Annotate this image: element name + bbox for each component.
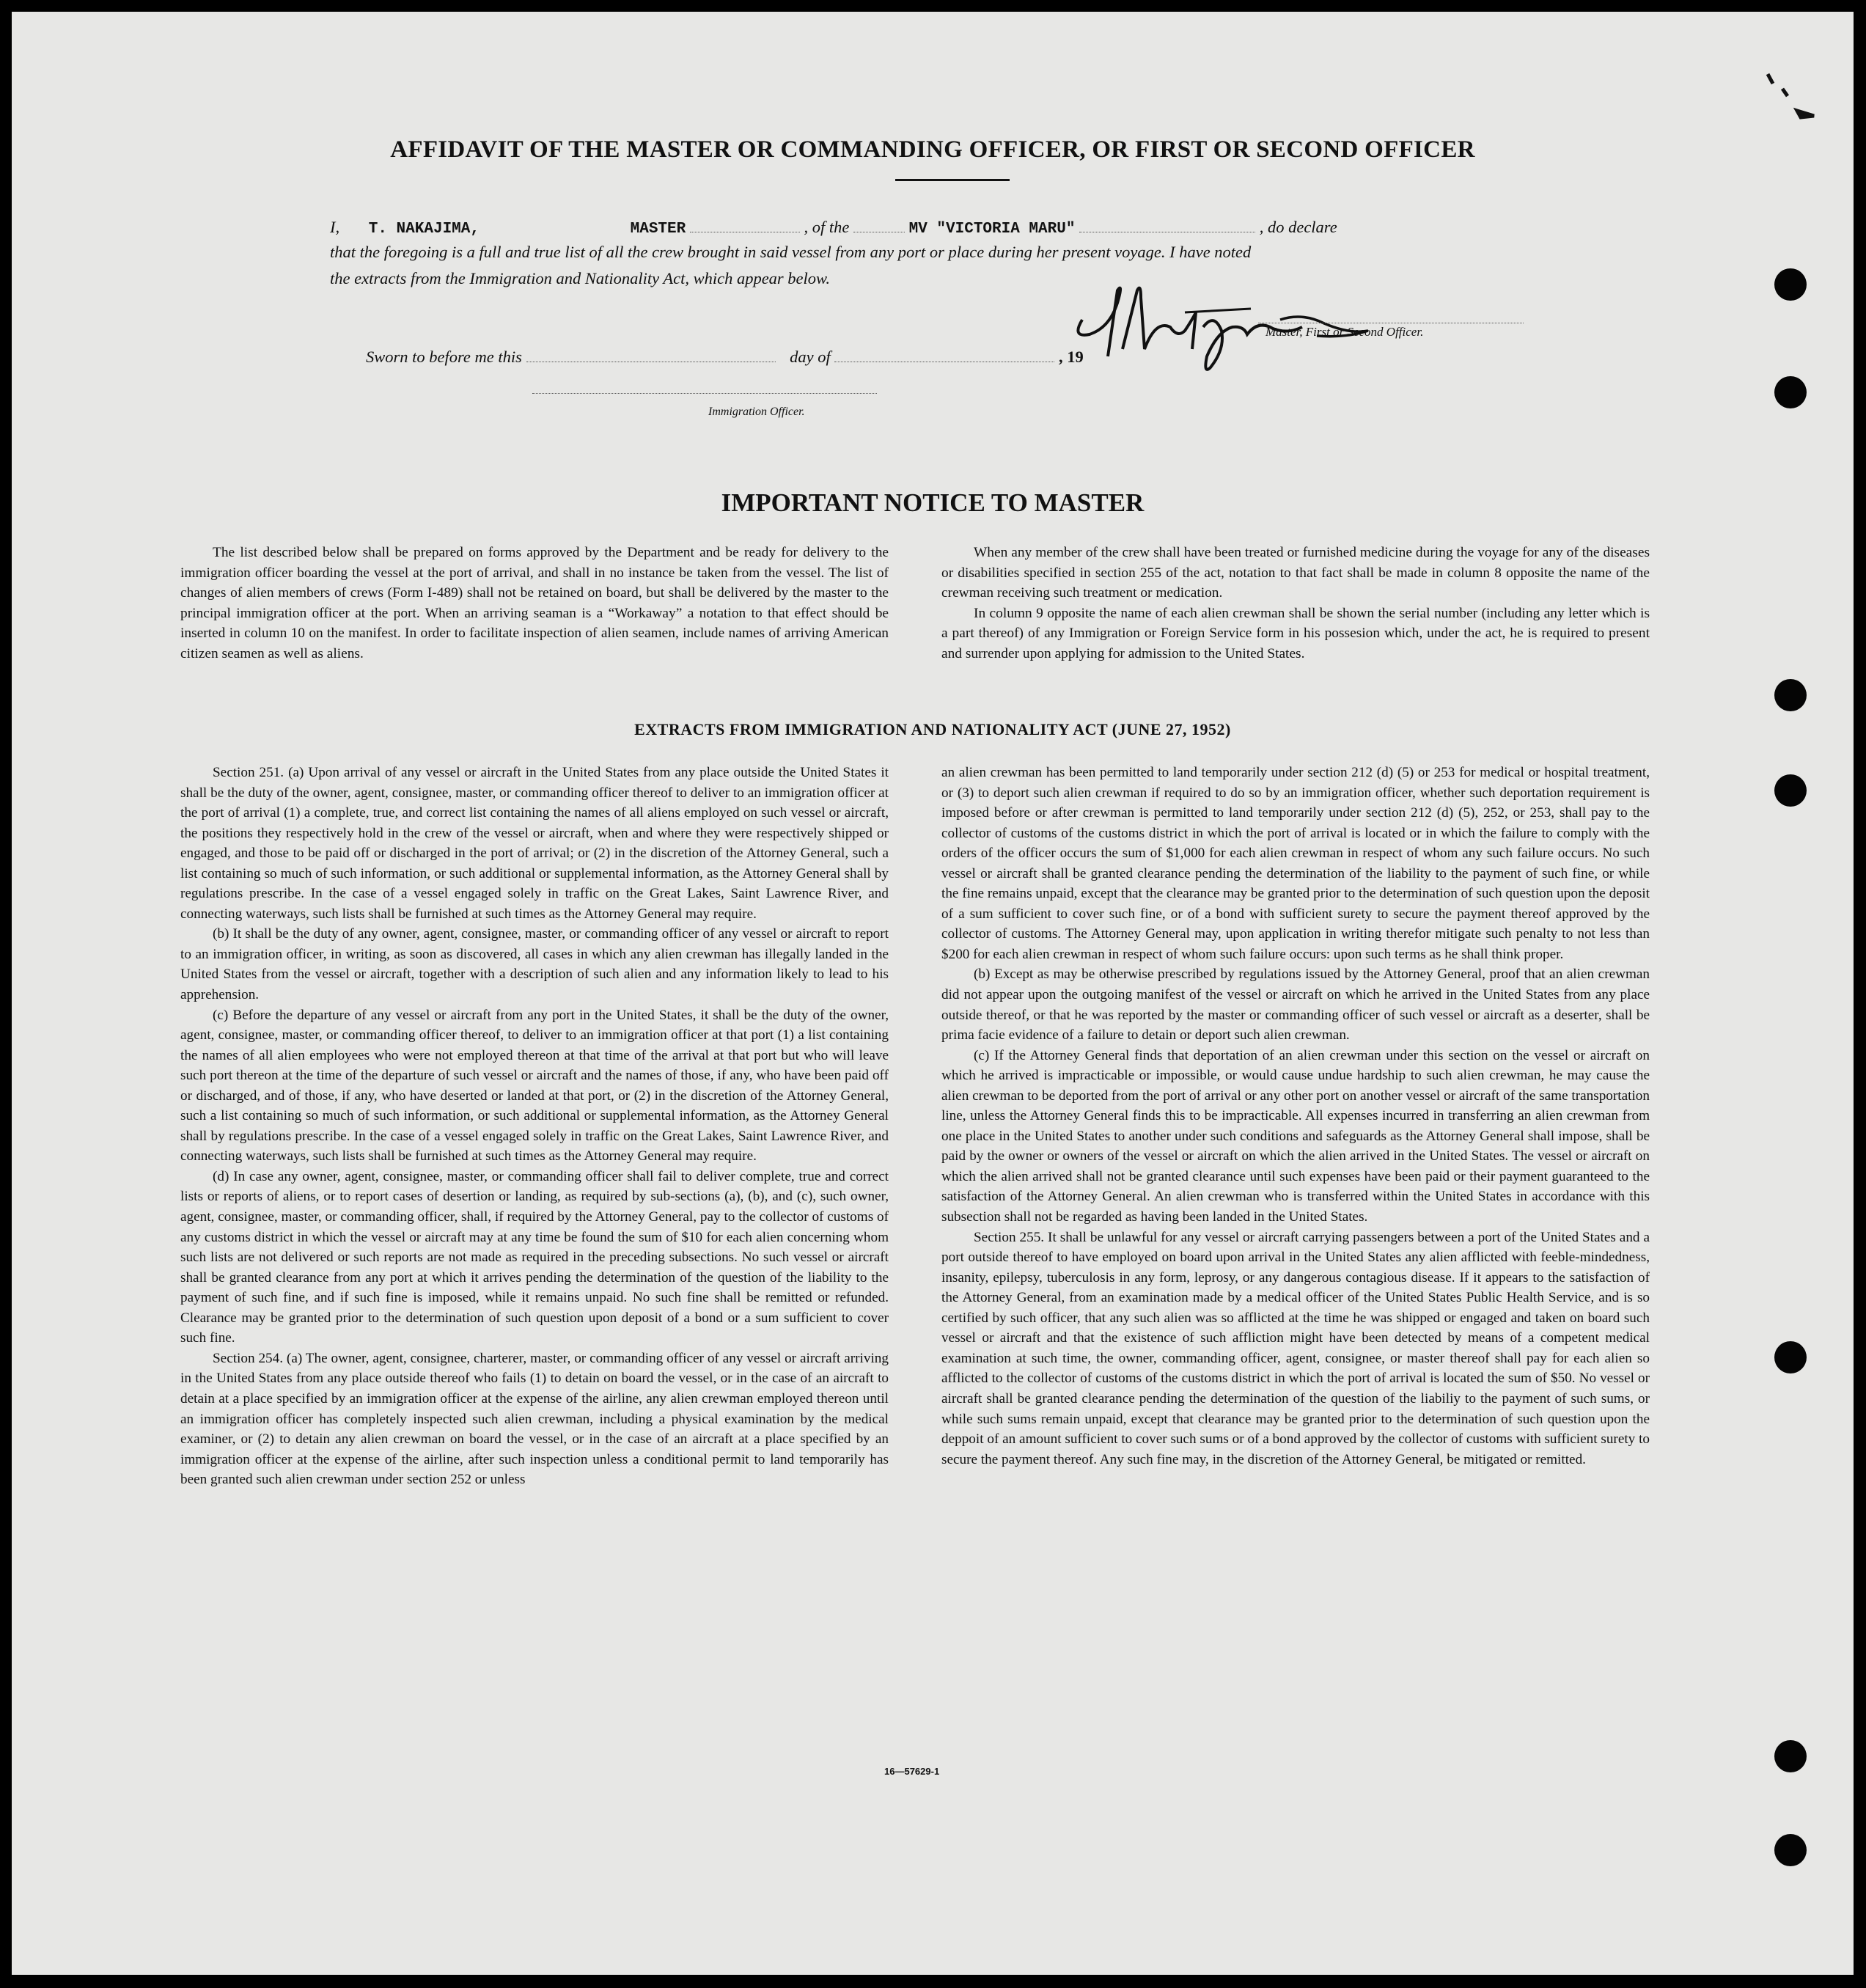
sworn-line <box>366 348 1084 367</box>
vessel-fill-line-start <box>853 219 905 232</box>
document-page <box>12 12 1854 1975</box>
rank-fill-line <box>690 219 800 232</box>
punch-hole-icon <box>1774 1341 1807 1373</box>
punch-hole-icon <box>1774 268 1807 301</box>
margin-mark-icon <box>1757 63 1823 129</box>
punch-hole-icon <box>1774 1834 1807 1866</box>
act-paragraph: (b) Except as may be otherwise prescribed by regulations issued by the Attorney General, proof that an alien crewman did not appear upon the outgoing manifest of the vessel or aircraft on which he arrived in the United States from any place outside thereof, or that he was reported by the master or commanding officer of such vessel or aircraft as a deserter, shall be prima facie evidence of a failure to detain or deport such alien crewman. <box>941 967 1650 1043</box>
master-name: T. NAKAJIMA, <box>368 221 480 238</box>
vessel-name: MV "VICTORIA MARU" <box>908 221 1076 238</box>
punch-hole-icon <box>1774 774 1807 807</box>
act-paragraph: Section 254. (a) The owner, agent, consignee, charterer, master, or commanding officer of any vessel or aircraft arriving in the United States from any place outside thereof who fails (1) to detain on board the vessel, or in the case of an aircraft to detain at a place specified by an immigration officer at the expense of the airline, any alien crewman employed thereon until an immigration officer has completely inspected such alien crewman, including a physical examination by the medical examiner, or (2) to detain any alien crewman on board the vessel, or in the case of an aircraft at a place specified by an immigration officer at the expense of the airline, after such inspection unless a conditional permit to land temporarily has been granted such alien crewman under section 252 or unless <box>180 1350 889 1488</box>
act-paragraph: an alien crewman has been permitted to land temporarily under section 212 (d) (5) or 253 for medical or hospital treatment, or (3) to deport such alien crewman if required to do so by an immigration officer, whether such deportation requirement is imposed before or after crewman is permitted to land temporarily under section 212 (d) (5), 252, or 253, shall pay to the collector of customs of the customs district in which the port of arrival is located or in which the failure to comply with the orders of the officer occurs the sum of $1,000 for each alien crewman in respect of whom any such failure occurs. No such vessel or aircraft shall be granted clearance pending the determination of the liability to the payment of such fine, or while the fine remains unpaid, except that the clearance may be granted prior to the determination of such question upon the deposit of a sum sufficient to cover such fine, or of a bond with sufficient surety to secure the payment thereof approved by the collector of customs. The Attorney General may, upon application in writing therefor mitigate such penalty to not less than $200 for each alien crewman in respect of whom such failure occurs: upon such terms as he shall think proper. <box>941 765 1650 962</box>
declaration-line-2: that the foregoing is a full and true list of all the crew brought in said vessel from any port or place during her present voyage. I have noted <box>330 243 1252 261</box>
master-rank: MASTER <box>630 221 686 238</box>
act-paragraph: (b) It shall be the duty of any owner, agent, consignee, master, or commanding officer of any vessel or aircraft to report to an immigration officer, in writing, as soon as discovered, all cases in which any alien crewman has illegally landed in the United States from the vessel or aircraft, together with a description of such alien and any information likely to lead to his apprehension. <box>180 926 889 1003</box>
notice-right-column <box>941 543 1650 664</box>
act-paragraph: (c) Before the departure of any vessel or aircraft from any port in the United States, it shall be the duty of the owner, agent, consignee, master, or commanding officer thereof, to deliver to an immigration officer at that port (1) a list containing the names of all alien employees who were not employed thereon at that time of the arrival at that port but who will leave such port thereon at the time of the departure of such vessel or aircraft and the names of those, if any, who have been paid off or discharged, and of those, if any, who have deserted or landed at that port, or (2) in the discretion of the Attorney General, such a list containing so much of such information, or such additional or supplemental information, as the Attorney General shall by regulations prescribe. In the case of a vessel engaged solely in traffic on the Great Lakes, Saint Lawrence River, and connecting waterways, such lists shall be furnished at such times as the Attorney General may require. <box>180 1007 889 1164</box>
sworn-text: Sworn to before me this <box>366 348 522 366</box>
declaration-line-1 <box>330 216 1532 241</box>
punch-hole-icon <box>1774 679 1807 711</box>
act-extracts-right-column <box>941 763 1650 1470</box>
day-fill-line <box>526 348 776 362</box>
of-the-text: , of the <box>804 218 850 236</box>
vessel-fill-line <box>1079 219 1255 232</box>
declaration-line-3: the extracts from the Immigration and Nationality Act, which appear below. <box>330 269 831 287</box>
year-prefix: , 19 <box>1059 348 1084 366</box>
act-paragraph: (c) If the Attorney General finds that deportation of an alien crewman under this section on the vessel or aircraft on which he arrived is impracticable or impossible, or would cause undue hardship to such alien crewman, he may cause the alien crewman to be deported from the port of arrival or any other port on another vessel or aircraft of the same transportation line, unless the Attorney General finds this to be impracticable. All expenses incurred in transferring an alien crewman from one place in the United States to another under such conditions and safeguards as the Attorney General shall impose, shall be paid by the owner or owners of the vessel or aircraft on which the alien arrived in the United States. The vessel or aircraft on which the alien arrived shall not be granted clearance until such expenses have been paid or their payment guaranteed to the satisfaction of the Attorney General. An alien crewman who is transferred within the United States in accordance with this subsection shall not be regarded as having been landed in the United States. <box>941 1047 1650 1225</box>
act-extracts-left-column <box>180 763 889 1490</box>
do-declare-text: , do declare <box>1259 218 1337 236</box>
act-paragraph: (d) In case any owner, agent, consignee, master, or commanding officer shall fail to deliver complete, true and correct lists or reports of aliens, or to report cases of desertion or landing, as required by sub-sections (a), (b), and (c), such owner, agent, consignee, master, or commanding officer, shall, if required by the Attorney General, pay to the collector of customs of any customs district in which the vessel or aircraft may at any time be found the sum of $10 for each alien concerning whom such lists are not delivered or such reports are not made as required in the preceding subsections. No such vessel or aircraft shall be granted clearance from any port at which it arrives pending the determination of the question of the liability to the payment of such fine, and if such fine is imposed, while it remains unpaid. No such fine shall be remitted or refunded. Clearance may be granted prior to the determination of such question upon deposit of a bond or a sum sufficient to cover such fine. <box>180 1168 889 1346</box>
notice-paragraph: The list described below shall be prepared on forms approved by the Department and be ready for delivery to the immigration officer boarding the vessel at the port of arrival, and shall in no instance be taken from the vessel. The list of changes of alien members of crews (Form I-489) shall not be retained on board, but shall be delivered by the master to the principal immigration officer at the port. When an arriving seaman is a “Workaway” a notation to that effect should be inserted in column 10 on the manifest. In order to facilitate inspection of alien seamen, include names of arriving American citizen seamen as well as aliens. <box>180 545 889 661</box>
affidavit-title: AFFIDAVIT OF THE MASTER OR COMMANDING OFFICER, OR FIRST OR SECOND OFFICER <box>390 136 1475 163</box>
immigration-officer-line <box>532 393 877 394</box>
act-paragraph: Section 255. It shall be unlawful for any vessel or aircraft carrying passengers between a port of the United States and a port outside thereof to have employed on board upon arrival in the United States any alien afflicted with feeble-mindedness, insanity, epilepsy, tuberculosis in any form, leprosy, or any dangerous contagious disease. If it appears to the satisfaction of the Attorney General, from an examination made by a medical officer of the United States Public Health Service, and is so certified by such officer, that any such alien was so afflicted at the time he was shipped or engaged and taken on board such vessel or aircraft and that the existence of such affliction might have been detected by means of a competent medical examination at such time, the owner, commanding officer, agent, consignee, or master thereof shall pay for each alien so afflicted to the collector of customs of the customs district in which the port of arrival is located the sum of $50. No vessel or aircraft shall be granted clearance pending the determination of the question of the liabiliy to the payment of such sums, or while such sums remain unpaid, except that clearance may be granted prior to the determination of such question upon the deppoit of an amount sufficient to cover such sums or of a bond approved by the collector of customs with sufficient surety to secure the payment thereof. Any such fine may, in the discretion of the Attorney General, be mitigated or remitted. <box>941 1229 1650 1467</box>
act-paragraph: Section 251. (a) Upon arrival of any vessel or aircraft in the United States from any place outside the United States it shall be the duty of the owner, agent, consignee, master, or commanding officer thereof to deliver to an immigration officer at the port of arrival (1) a complete, true, and correct list containing the names of all aliens employed on such vessel or aircraft, the positions they respectively hold in the crew of the vessel or aircraft, when and where they were respectively shipped or engaged, and those to be paid off or discharged in the port of arrival; or (2) in the discretion of the Attorney General, such a list containing so much of such information, or such additional or supplemental information, as the Attorney General shall by regulations prescribe. In the case of a vessel engaged solely in traffic on the Great Lakes, Saint Lawrence River, and connecting waterways, such lists shall be furnished at such times as the Attorney General may require. <box>180 765 889 922</box>
punch-hole-icon <box>1774 1740 1807 1772</box>
immigration-officer-caption: Immigration Officer. <box>708 406 805 418</box>
handwritten-signature <box>1068 268 1375 378</box>
extracts-title: EXTRACTS FROM IMMIGRATION AND NATIONALITY ACT (JUNE 27, 1952) <box>634 720 1231 738</box>
signature-caption: Master, First or Second Officer. <box>1266 325 1424 339</box>
notice-paragraph: In column 9 opposite the name of each alien crewman shall be shown the serial number (including any letter which is a part thereof) of any Immigration or Foreign Service form in his possesion which, under the act, he is required to present and surrender upon applying for admission to the United States. <box>941 605 1650 661</box>
declaration-prefix: I, <box>330 218 340 236</box>
month-fill-line <box>834 348 1054 362</box>
form-number: 16—57629-1 <box>884 1766 940 1777</box>
notice-title: IMPORTANT NOTICE TO MASTER <box>721 488 1145 517</box>
day-of-text: day of <box>790 348 831 366</box>
punch-hole-icon <box>1774 376 1807 408</box>
notice-paragraph: When any member of the crew shall have been treated or furnished medicine during the voyage for any of the diseases or disabilities specified in section 255 of the act, notation to that fact shall be made in column 8 opposite the name of the crewman receiving such treatment or medication. <box>941 545 1650 601</box>
notice-left-column <box>180 543 889 664</box>
title-divider <box>895 179 1010 181</box>
